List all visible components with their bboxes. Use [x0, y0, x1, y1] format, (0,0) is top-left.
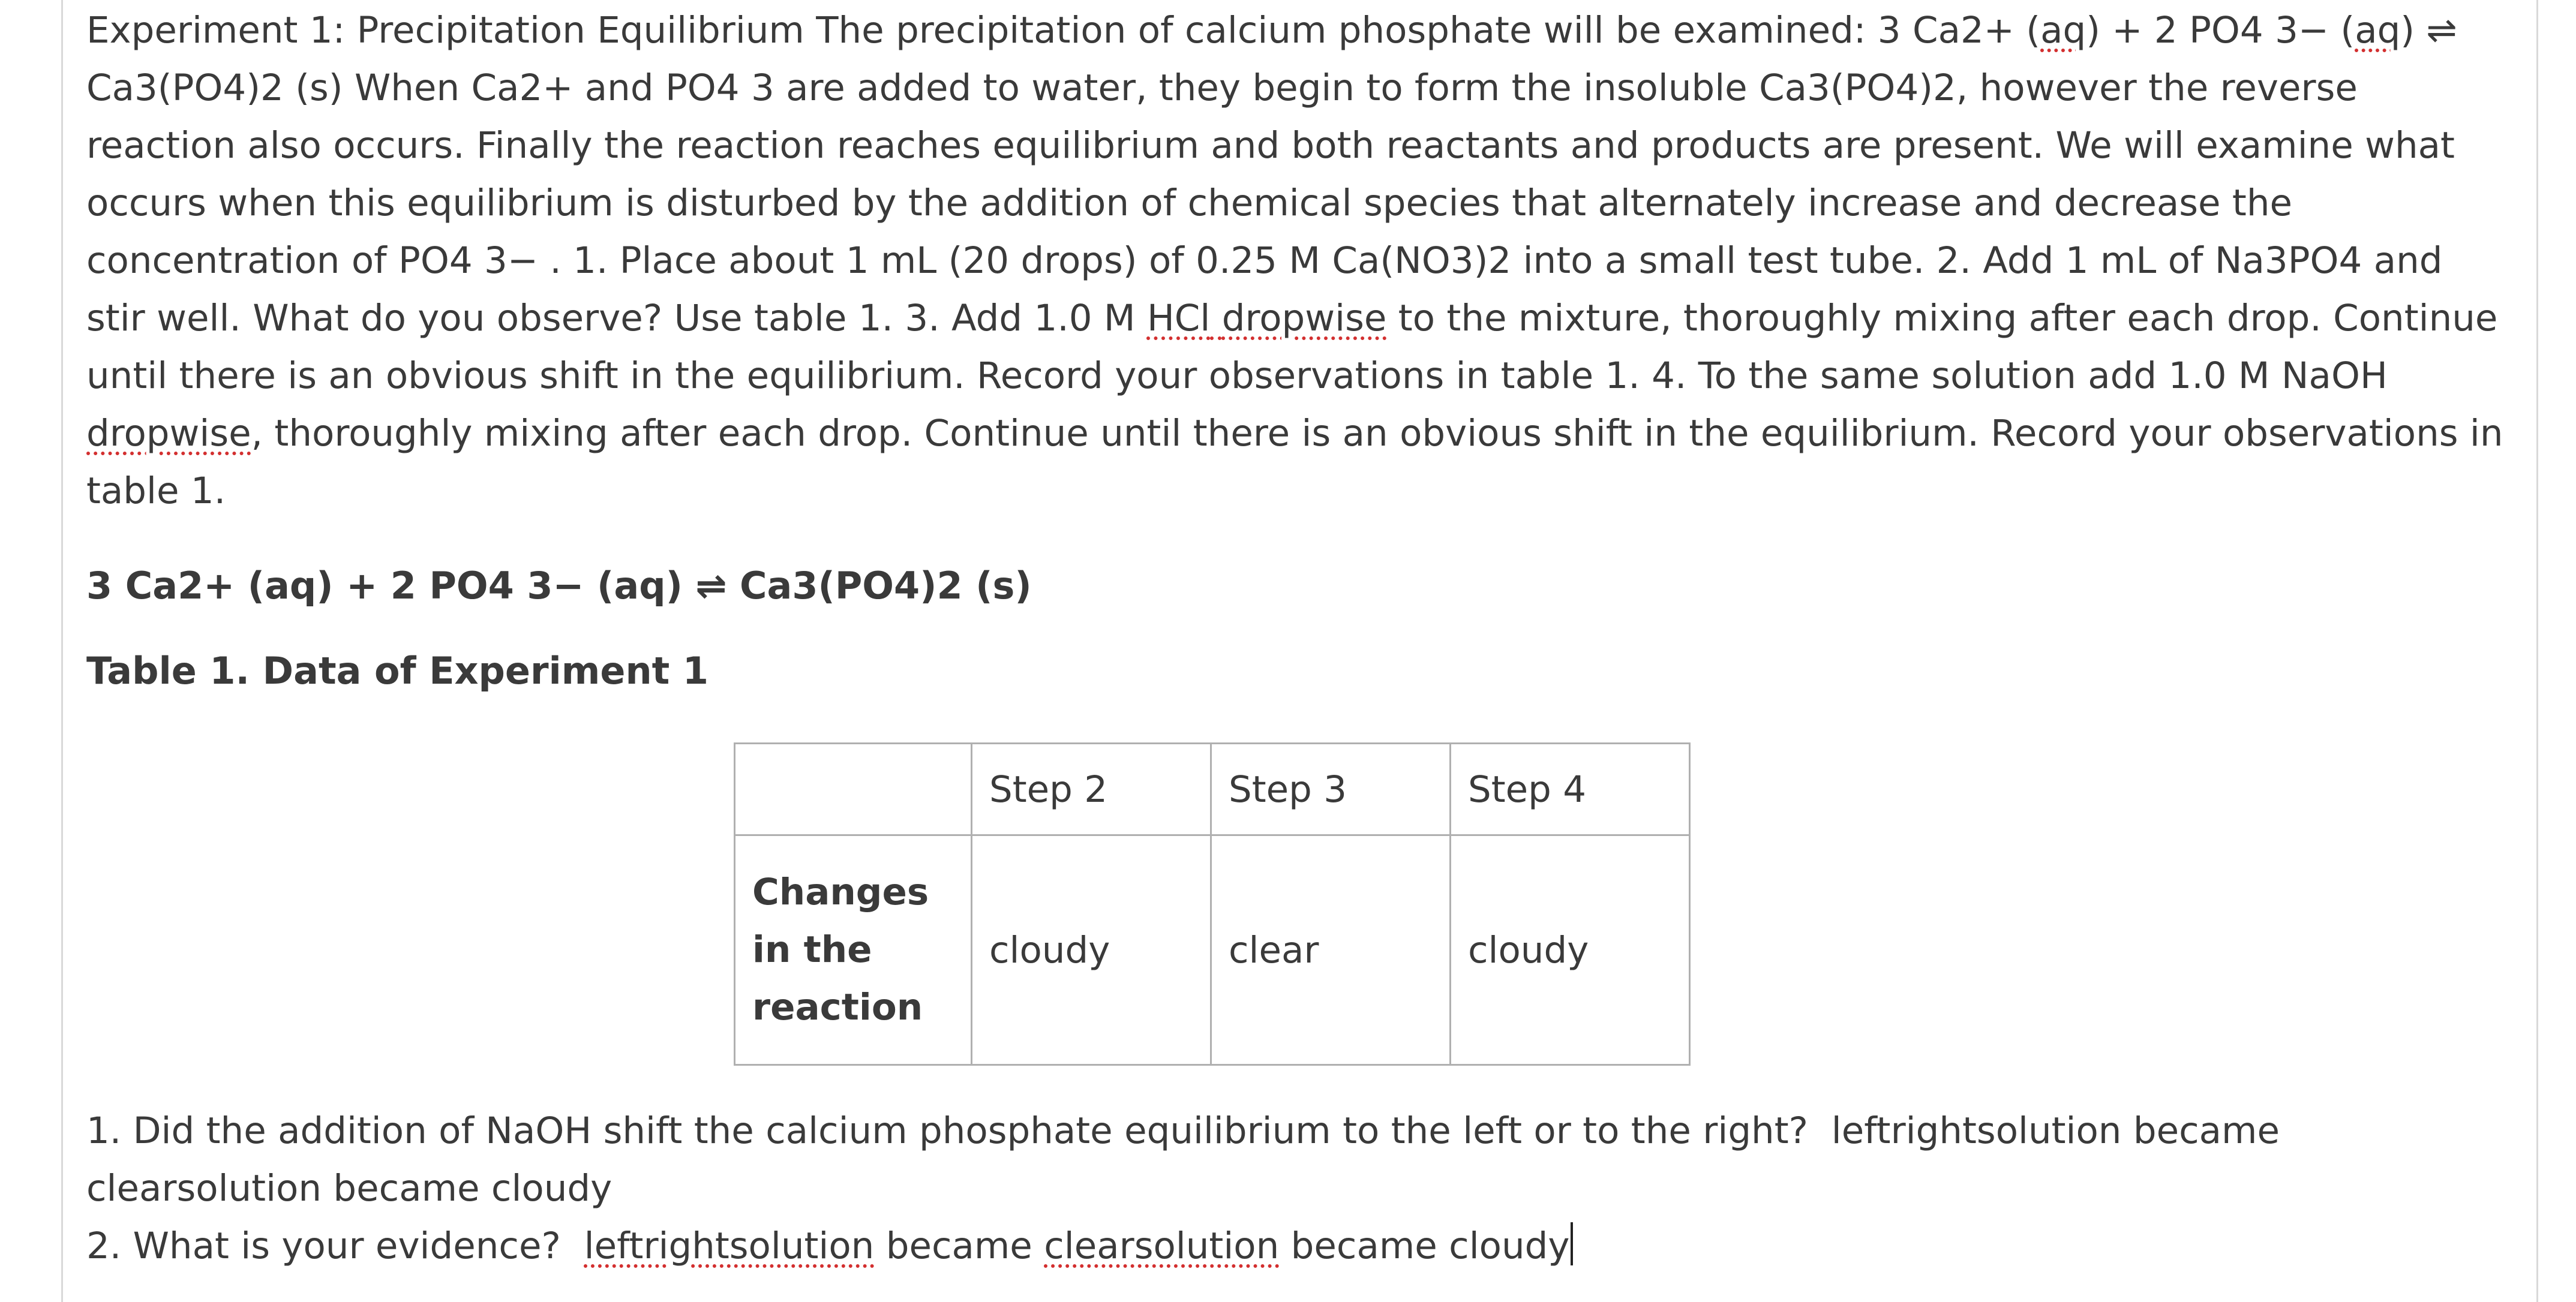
experiment-instructions[interactable]: Experiment 1: Precipitation Equilibrium The precipitation of calcium phosphate will be examined: 3 Ca2+ (aq) + 2 PO4 3− (aq) ⇌ Ca3(PO4)2 (s) When Ca2+ and PO4 3 are added to water, they begin to form the insoluble Ca3(PO4)2, however the reverse reaction also occurs. Finally the reaction reaches equilibrium and both reactants and products are present. We will examine what occurs when this equilibrium is disturbed by the addition of chemical species that alternately increase and decrease the concentration of PO4 3− . 1. Place about 1 mL (20 drops) of 0.25 M Ca(NO3)2 into a small test tube. 2. Add 1 mL of Na3PO4 and stir well. What do you observe? Use table 1. 3. Add 1.0 M HCl dropwise to the mixture, thoroughly mixing after each drop. Continue until there is an obvious shift in the equilibrium. Record your observations in table 1. 4. To the same solution add 1.0 M NaOH dropwise, thoroughly mixing after each drop. Continue until there is an obvious shift in the equilibrium. Record your observations in table 1. [86, 9, 2503, 512]
page-right-border [2536, 0, 2538, 1302]
page-left-border [61, 0, 63, 1302]
spellcheck-word[interactable]: clearsolution [1044, 1225, 1280, 1267]
question-1[interactable]: 1. Did the addition of NaOH shift the calcium phosphate equilibrium to the left or to the right? leftrightsolution became clearsolution became cloudy [86, 1109, 2280, 1210]
header-step-3[interactable]: Step 3 [1211, 744, 1451, 835]
questions-section[interactable] [86, 1102, 2510, 1275]
text-cursor [1571, 1222, 1573, 1265]
spellcheck-word[interactable]: dropwise [86, 412, 251, 455]
reaction-equation: 3 Ca2+ (aq) + 2 PO4 3− (aq) ⇌ Ca3(PO4)2 (s) [86, 564, 1032, 608]
spellcheck-word[interactable]: aq [2355, 9, 2401, 52]
question-2[interactable]: 2. What is your evidence? leftrightsolution became clearsolution became cloudy [86, 1217, 2510, 1275]
table-header-row [735, 744, 1690, 835]
cell-step-3[interactable]: clear [1211, 835, 1451, 1065]
header-step-4[interactable]: Step 4 [1451, 744, 1690, 835]
spellcheck-word[interactable]: aq [2040, 9, 2086, 52]
table-corner-cell[interactable] [735, 744, 972, 835]
cell-step-4[interactable]: cloudy [1451, 835, 1690, 1065]
table-caption: Table 1. Data of Experiment 1 [86, 649, 708, 693]
cell-step-2[interactable]: cloudy [972, 835, 1211, 1065]
header-step-2[interactable]: Step 2 [972, 744, 1211, 835]
spellcheck-word[interactable]: leftrightsolution [584, 1225, 875, 1267]
spellcheck-word[interactable]: HCl [1146, 297, 1211, 339]
data-table [734, 742, 1691, 1066]
spellcheck-word[interactable]: dropwise [1221, 297, 1387, 339]
row-label-changes[interactable]: Changes in the reaction [735, 835, 972, 1065]
table-row [735, 835, 1690, 1065]
